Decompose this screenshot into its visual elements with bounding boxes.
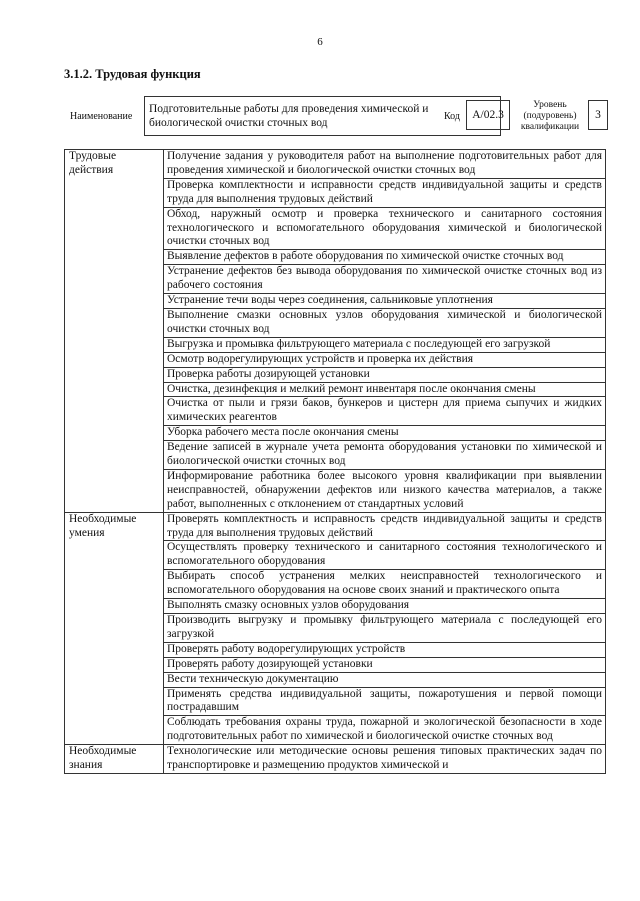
group-item: Применять средства индивидуальной защиты, пожаротушения и первой помощи пострадавшим <box>164 687 606 716</box>
group-label: Необходимые знания <box>65 745 164 774</box>
group-label: Трудовые действия <box>65 150 164 513</box>
group-item: Очистка от пыли и грязи баков, бункеров и цистерн для приема сыпучих и жидких химических реагентов <box>164 397 606 426</box>
function-header <box>64 96 614 136</box>
page-number: 6 <box>317 36 323 48</box>
group-item: Уборка рабочего места после окончания смены <box>164 426 606 441</box>
name-value: Подготовительные работы для проведения химической и биологической очистки сточных вод <box>149 103 429 129</box>
level-label: Уровень (подуровень) квалификации <box>520 99 580 132</box>
section-title: 3.1.2. Трудовая функция <box>64 67 201 81</box>
group-item: Проверять комплектность и исправность средств индивидуальной защиты и средств труда для выполнения трудовых действий <box>164 512 606 541</box>
function-table-body <box>65 150 606 774</box>
group-item: Проверять работу дозирующей установки <box>164 657 606 672</box>
group-item: Вести техническую документацию <box>164 672 606 687</box>
group-item: Выполнять смазку основных узлов оборудования <box>164 599 606 614</box>
code-value-box <box>466 100 510 130</box>
code-value: А/02.3 <box>472 109 504 121</box>
group-item: Информирование работника более высокого уровня квалификации при выявлении неисправностей, обнаружении дефектов или низкого качества материалов, а также работ, выполненных с отклонением от стандартных условий <box>164 469 606 512</box>
group-label: Необходимые умения <box>65 512 164 745</box>
table-row <box>65 150 606 179</box>
group-item: Выбирать способ устранения мелких неисправностей технологического и вспомогательного оборудования на основе своих знаний и практического опыта <box>164 570 606 599</box>
group-item: Очистка, дезинфекция и мелкий ремонт инвентаря после окончания смены <box>164 382 606 397</box>
table-row <box>65 745 606 774</box>
function-table <box>64 149 606 774</box>
group-item: Выполнение смазки основных узлов оборудования химической и биологической очистки сточных вод <box>164 308 606 337</box>
level-value-box <box>588 100 608 130</box>
group-item: Проверять работу водорегулирующих устройств <box>164 642 606 657</box>
group-item: Технологические или методические основы решения типовых практических задач по транспортировке и размещению продуктов химической и <box>164 745 606 774</box>
group-item: Устранение течи воды через соединения, сальниковые уплотнения <box>164 294 606 309</box>
group-item: Производить выгрузку и промывку фильтрующего материала с последующей его загрузкой <box>164 614 606 643</box>
code-label: Код <box>444 110 460 122</box>
group-item: Устранение дефектов без вывода оборудования по химической очистке сточных вод из рабочего состояния <box>164 265 606 294</box>
group-item: Выявление дефектов в работе оборудования по химической очистке сточных вод <box>164 250 606 265</box>
group-item: Проверка комплектности и исправности средств индивидуальной защиты и средств труда для выполнения трудовых действий <box>164 178 606 207</box>
group-item: Осуществлять проверку технического и санитарного состояния технологического и вспомогательного оборудования <box>164 541 606 570</box>
name-label: Наименование <box>70 110 133 122</box>
table-row <box>65 512 606 541</box>
group-item: Осмотр водорегулирующих устройств и проверка их действия <box>164 352 606 367</box>
level-value: 3 <box>595 109 601 121</box>
group-item: Выгрузка и промывка фильтрующего материала с последующей его загрузкой <box>164 337 606 352</box>
group-item: Получение задания у руководителя работ на выполнение подготовительных работ для проведения химической и биологической очистки сточных вод <box>164 150 606 179</box>
group-item: Проверка работы дозирующей установки <box>164 367 606 382</box>
group-item: Ведение записей в журнале учета ремонта оборудования установки по химической и биологической очистки сточных вод <box>164 441 606 470</box>
group-item: Обход, наружный осмотр и проверка технического и санитарного состояния технологического и вспомогательного оборудования химической и биологической очистки сточных вод <box>164 207 606 250</box>
group-item: Соблюдать требования охраны труда, пожарной и экологической безопасности в ходе подготовительных работ по химической и биологической очистке сточных вод <box>164 716 606 745</box>
